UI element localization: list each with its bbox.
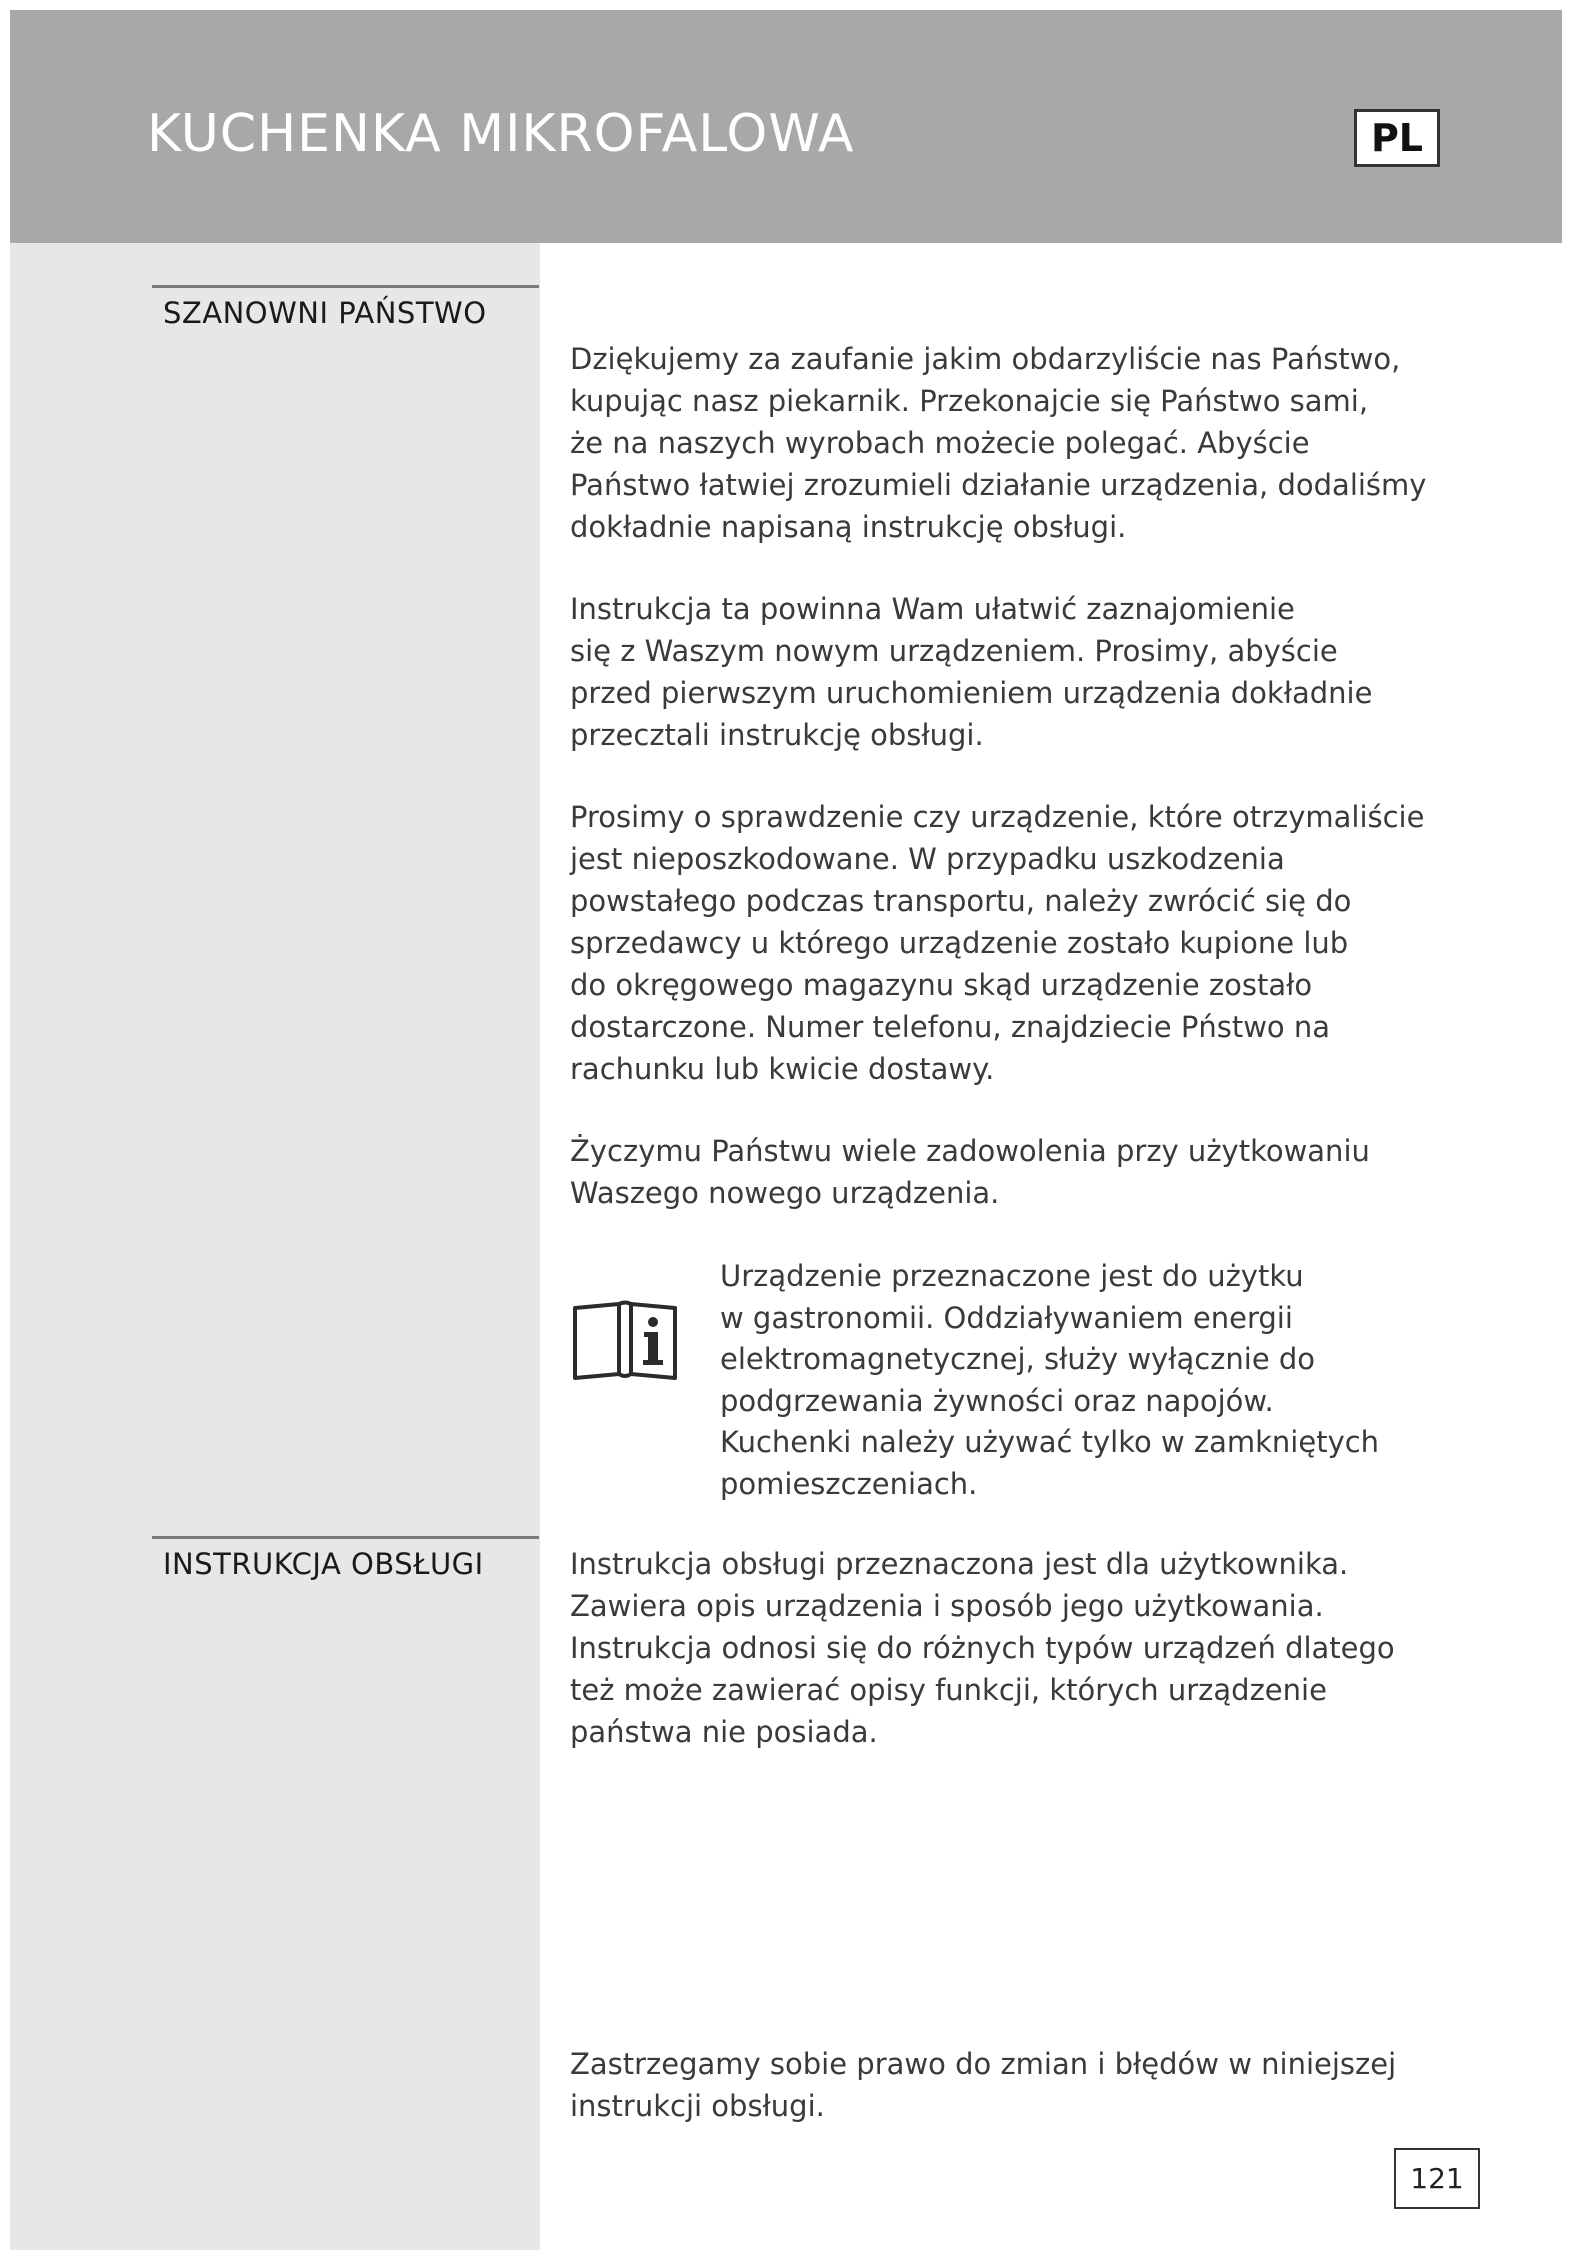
language-badge: PL — [1354, 109, 1440, 167]
disclaimer-text: Zastrzegamy sobie prawo do zmian i błędów w niniejszej instrukcji obsługi. — [570, 2047, 1397, 2123]
section-heading-greeting: SZANOWNI PAŃSTWO — [163, 296, 487, 330]
page-header — [10, 10, 1562, 243]
paragraph-introduction: Instrukcja ta powinna Wam ułatwić zaznajomienie się z Waszym nowym urządzeniem. Prosimy, abyście przed pierwszym uruchomieniem urządzenia dokładnie przecztali instrukcję obsługi. — [570, 592, 1373, 752]
paragraph-manual-info: Instrukcja obsługi przeznaczona jest dla użytkownika. Zawiera opis urządzenia i sposób jego użytkowania. Instrukcja odnosi się do różnych typów urządzeń dlatego też może zawierać opisy funkcji, których urządzenie państwa nie posiada. — [570, 1547, 1395, 1749]
section-heading-manual: INSTRUKCJA OBSŁUGI — [163, 1547, 484, 1581]
left-sidebar — [10, 243, 540, 2250]
paragraph-wishes: Życzymu Państwu wiele zadowolenia przy użytkowaniu Waszego nowego urządzenia. — [570, 1134, 1370, 1210]
section-divider-manual — [152, 1536, 539, 1539]
section-divider-greeting — [152, 285, 539, 288]
info-note-text: Urządzenie przeznaczone jest do użytku w gastronomii. Oddziaływaniem energii elektromagnetycznej, służy wyłącznie do podgrzewania żywności oraz napojów. Kuchenki należy używać tylko w zamkniętych pomieszczeniach. — [720, 1259, 1380, 1501]
paragraph-damage-check: Prosimy o sprawdzenie czy urządzenie, które otrzymaliście jest nieposzkodowane. W przypadku uszkodzenia powstałego podczas transportu, należy zwrócić się do sprzedawcy u którego urządzenie zostało kupione lub do okręgowego magazynu skąd urządzenie zostało dostarczone. Numer telefonu, znajdziecie Pństwo na rachunku lub kwicie dostawy. — [570, 800, 1425, 1086]
page-number: 121 — [1394, 2148, 1480, 2209]
document-title: KUCHENKA MIKROFALOWA — [147, 104, 855, 164]
info-manual-icon — [571, 1298, 679, 1380]
paragraph-thanks: Dziękujemy za zaufanie jakim obdarzyliście nas Państwo, kupując nasz piekarnik. Przekonajcie się Państwo sami, że na naszych wyrobach możecie polegać. Abyście Państwo łatwiej zrozumieli działanie urządzenia, dodaliśmy dokładnie napisaną instrukcję obsługi. — [570, 342, 1427, 544]
